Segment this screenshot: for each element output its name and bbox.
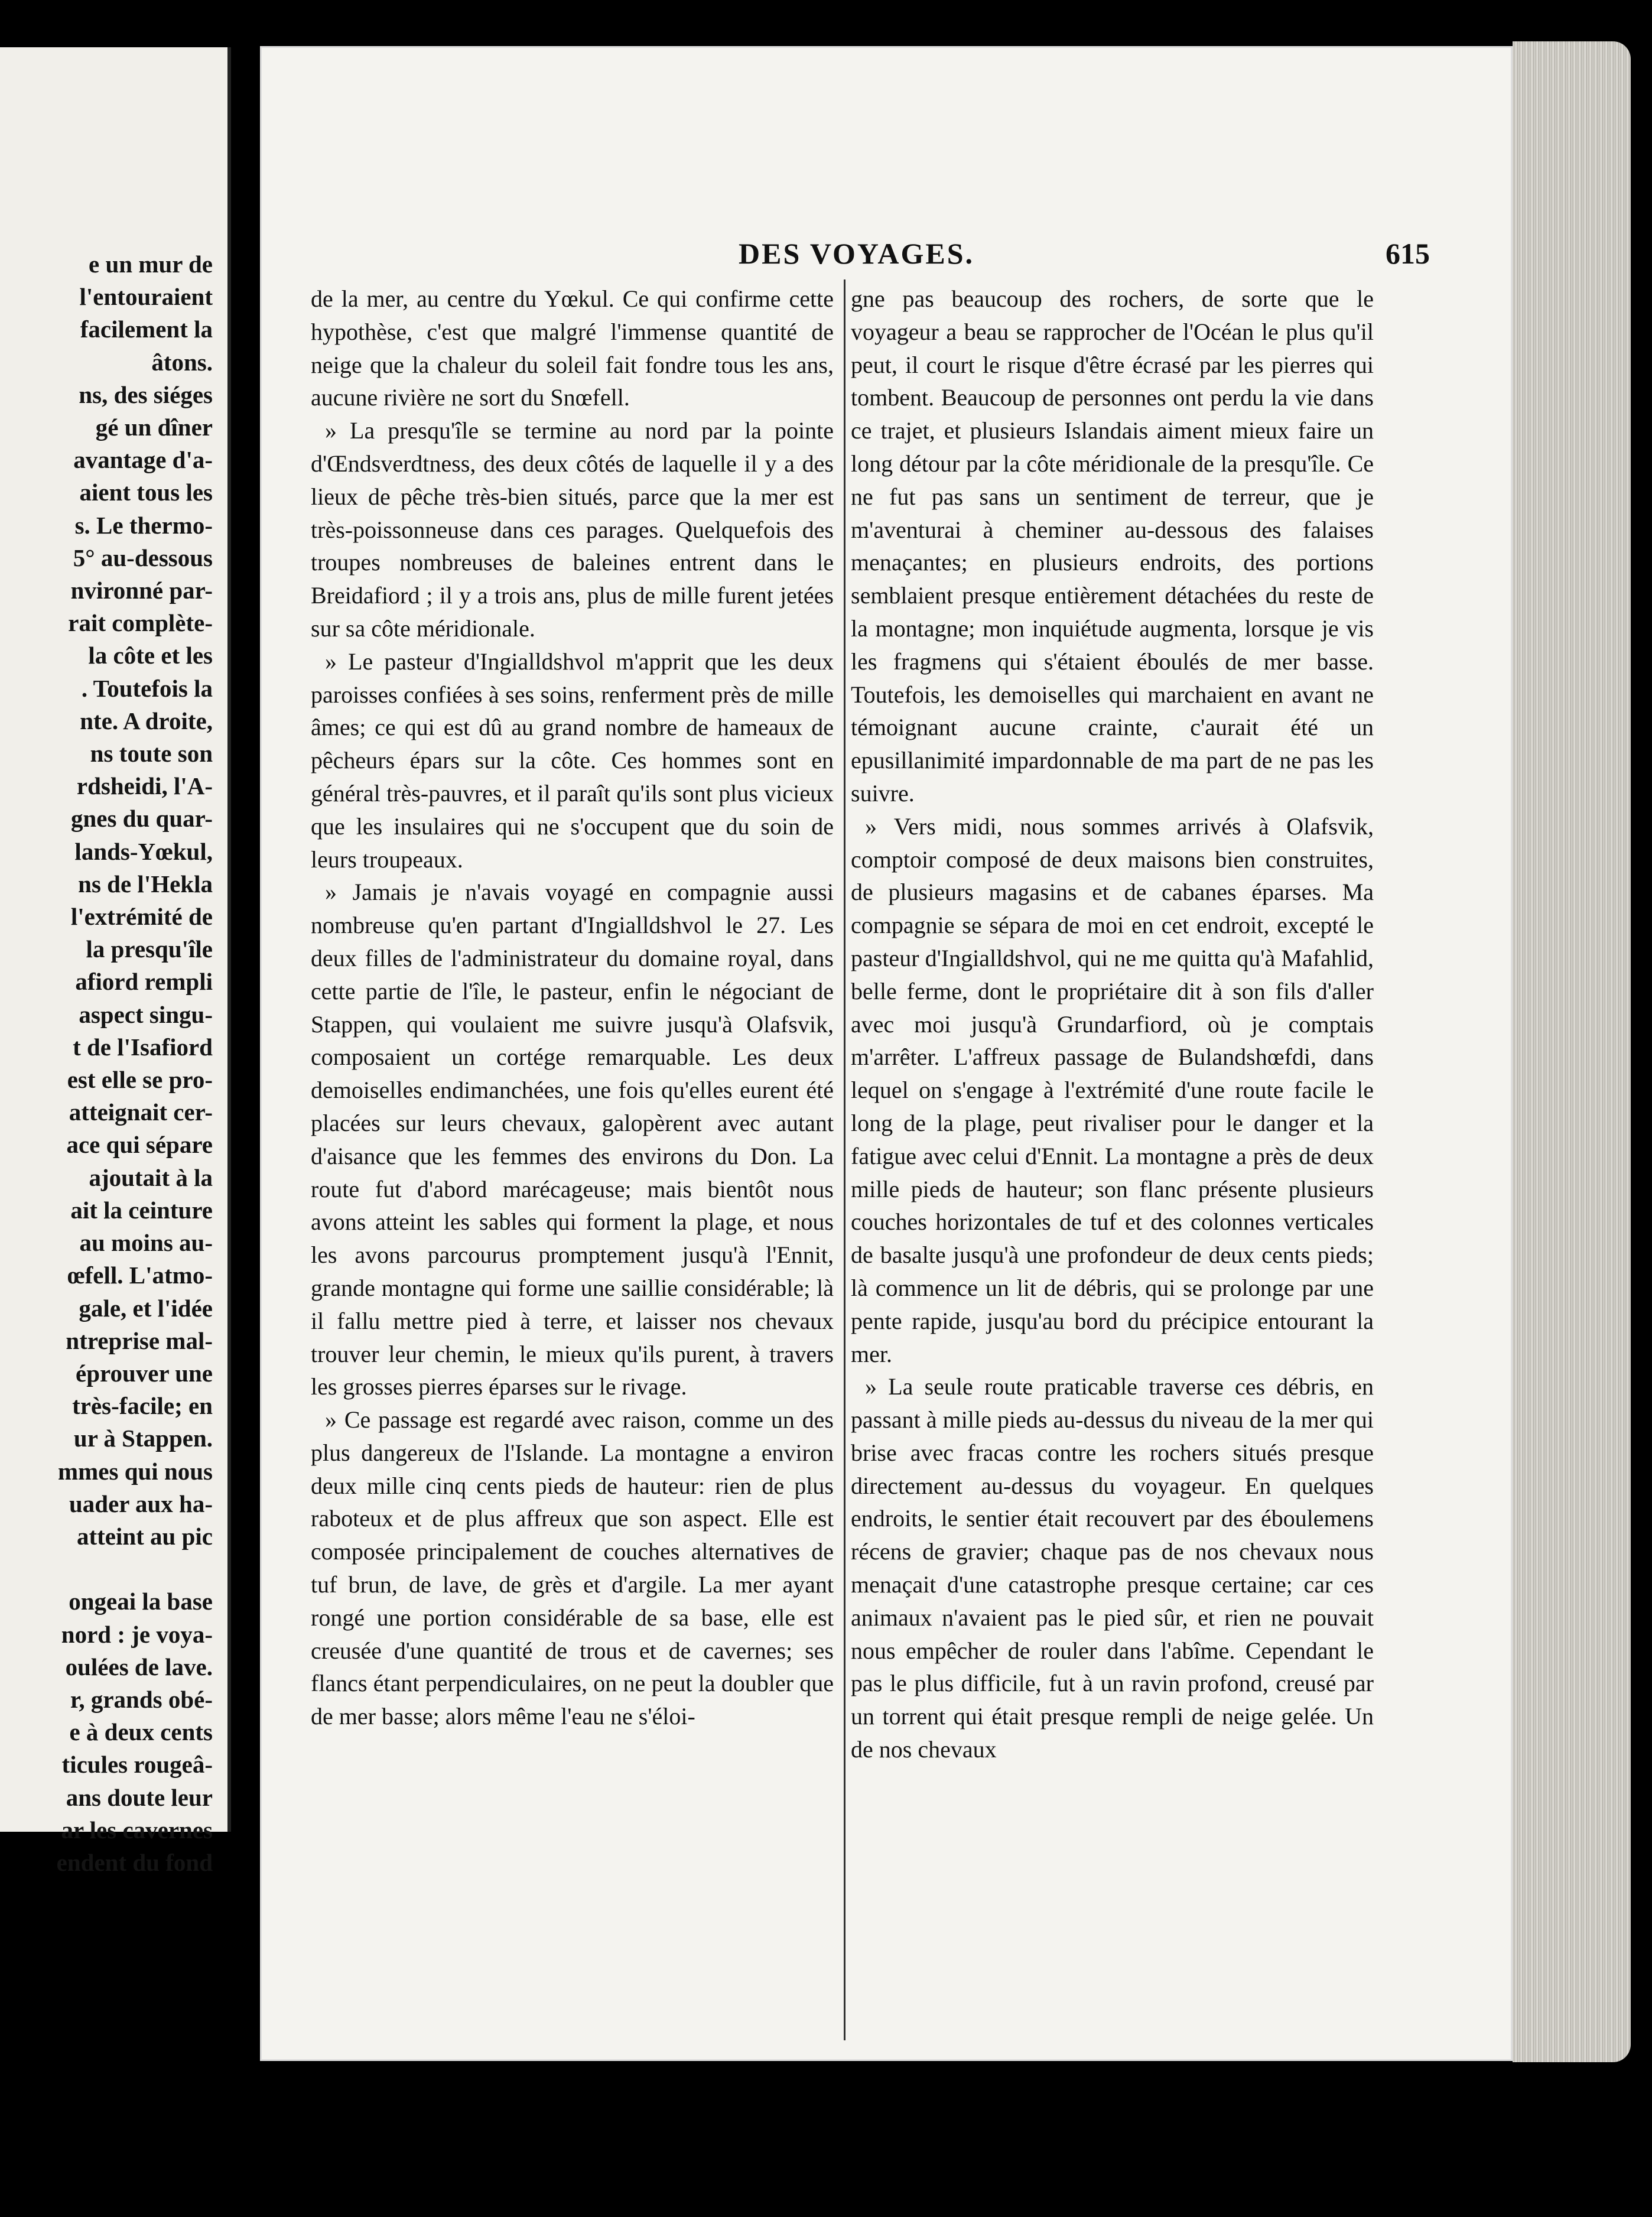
text-column-right xyxy=(851,282,1374,1766)
column-divider xyxy=(844,279,845,2040)
page-edges xyxy=(1513,41,1631,2062)
text-column-left xyxy=(311,282,834,1733)
paragraph: gne pas beaucoup des rochers, de sorte que le voyageur a beau se rapprocher de l'Océan le plus qu'il peut, il court le risque d'être écrasé par les pierres qui tombent. Beaucoup de personnes ont perdu la vie dans ce trajet, et plusieurs Islandais aiment mieux faire un long détour par la côte méridionale de la presqu'île. Ce ne fut pas sans un sentiment de terreur, que je m'aventurai à cheminer au-dessous des falaises menaçantes; en plusieurs endroits, des portions semblaient presque entièrement détachées du reste de la montagne; mon inquiétude augmenta, lorsque je vis les fragmens qui s'étaient éboulés de mer basse. Toutefois, les demoiselles qui marchaient en avant ne témoignant aucune crainte, c'aurait été un epusillanimité impardonnable de ma part de ne pas les suivre. xyxy=(851,285,1374,807)
page-number: 615 xyxy=(1386,237,1430,270)
paragraph: » Jamais je n'avais voyagé en compagnie aussi nombreuse qu'en partant d'Ingialldshvol le 27. Les deux filles de l'administrateur du domaine royal, dans cette partie de l'île, le pasteur, enfin le négociant de Stappen, qui voulaient me suivre jusqu'à Olafsvik, composaient un cortége remarquable. Les deux demoiselles endimanchées, une fois qu'elles eurent été placées sur leurs chevaux, galopèrent avec autant d'aisance que les femmes des environs du Don. La route fut d'abord marécageuse; mais bientôt nous avons atteint les sables qui forment la plage, et nous les avons parcourus promptement jusqu'à l'Ennit, grande montagne qui forme une saillie considérable; là il fallu mettre pied à terre, et laisser nos chevaux trouver leur chemin, le mieux qu'ils purent, à travers les grosses pierres éparses sur le rivage. xyxy=(311,879,834,1400)
paragraph: » La presqu'île se termine au nord par la pointe d'Œndsverdtness, des deux côtés de laquelle il y a des lieux de pêche très-bien situés, parce que la mer est très-poissonneuse dans ces parages. Quelquefois des troupes nombreuses de baleines entrent dans le Breidafiord ; il y a trois ans, plus de mille furent jetées sur sa côte méridionale. xyxy=(311,417,834,642)
page-header xyxy=(260,236,1513,272)
facing-page-text: e un mur de l'entouraient facilement la âtons. ns, des siéges gé un dîner avantage d'a- aient tous les s. Le thermo- 5° au-dessous nvironné par- rait complète- la côte et les . Toutefois la nte. A droite, ns toute son rdsheidi, l'A- gnes du quar- lands-Yœkul, ns de l'Hekla l'extrémité de la presqu'île afiord rempli aspect singu- t de l'Isafiord est elle se pro- atteignait cer- ace qui sépare ajoutait à la ait la ceinture au moins au- œfell. L'atmo- gale, et l'idée ntreprise mal- éprouver une très-facile; en ur à Stappen. mmes qui nous uader aux ha- atteint au pic ongeai la base nord : je voya- oulées de lave. r, grands obé- e à deux cents ticules rougeâ- ans doute leur ar les cavernes endent du fond xyxy=(56,251,213,1876)
running-head: DES VOYAGES. xyxy=(739,237,975,270)
facing-page-left xyxy=(0,47,231,1876)
paragraph: » Vers midi, nous sommes arrivés à Olafsvik, comptoir composé de deux maisons bien construites, de plusieurs magasins et de cabanes éparses. Ma compagnie se sépara de moi en cet endroit, excepté le pasteur d'Ingialldshvol, qui ne me quitta qu'à Mafahlid, belle ferme, dont le propriétaire dit à son fils d'aller avec moi jusqu'à Grundarfiord, où je comptais m'arrêter. L'affreux passage de Bulandshœfdi, dans lequel on s'engage à l'extrémité d'une route facile le long de la plage, peut rivaliser pour le danger et la fatigue avec celui d'Ennit. La montagne a près de deux mille pieds de hauteur; son flanc présente plusieurs couches horizontales de tuf et des colonnes verticales de basalte jusqu'à une profondeur de deux cents pieds; là commence un lit de débris, qui se prolonge par une pente rapide, jusqu'au bord du précipice entourant la mer. xyxy=(851,812,1374,1367)
paragraph: de la mer, au centre du Yœkul. Ce qui confirme cette hypothèse, c'est que malgré l'immense quantité de neige que la chaleur du soleil fait fondre tous les ans, aucune rivière ne sort du Snœfell. xyxy=(311,285,834,411)
paragraph: » Le pasteur d'Ingialldshvol m'apprit que les deux paroisses confiées à ses soins, renferment près de mille âmes; ce qui est dû au grand nombre de hameaux de pêcheurs épars sur la côte. Ces hommes sont en général très-pauvres, et il paraît qu'ils sont plus vicieux que les insulaires qui ne s'occupent que du soin de leurs troupeaux. xyxy=(311,648,834,873)
paragraph: » La seule route praticable traverse ces débris, en passant à mille pieds au-dessus du niveau de la mer qui brise avec fracas contre les rochers situés presque directement au-dessus du voyageur. En quelques endroits, le sentier était recouvert par des éboulemens récens de gravier; chaque pas de nos chevaux nous menaçait d'une catastrophe presque certaine; car ces animaux n'avaient pas le pied sûr, et rien ne pouvait nous empêcher de rouler dans l'abîme. Cependant le pas le plus difficile, fut à un ravin profond, creusé par un torrent qui était presque rempli de neige gelée. Un de nos chevaux xyxy=(851,1373,1374,1763)
paragraph: » Ce passage est regardé avec raison, comme un des plus dangereux de l'Islande. La montagne a environ deux mille cinq cents pieds de hauteur: rien de plus raboteux et de plus affreux que son aspect. Elle est composée principalement de couches alternatives de tuf brun, de lave, de grès et d'argile. La mer ayant rongé une portion considérable de sa base, elle est creusée d'une quantité de trous et de cavernes; ses flancs étant perpendiculaires, on ne peut la doubler que de mer basse; alors même l'eau ne s'éloi- xyxy=(311,1406,834,1730)
book-page xyxy=(260,46,1513,2061)
